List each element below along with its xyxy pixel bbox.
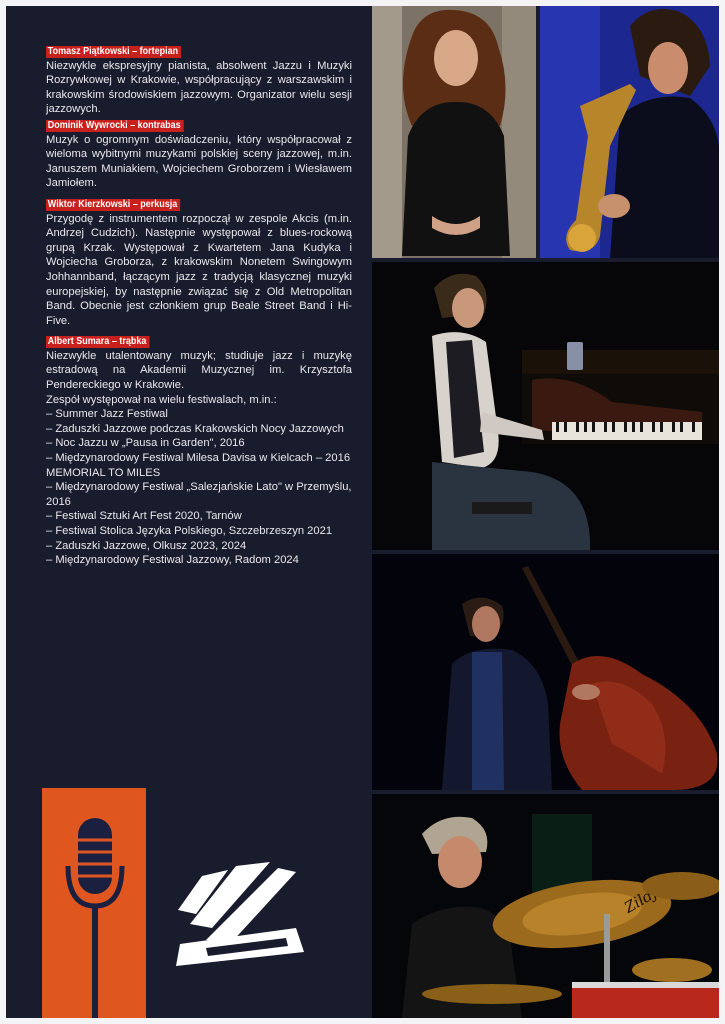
festival-item: – Festiwal Sztuki Art Fest 2020, Tarnów [46, 510, 242, 523]
festival-item: – Summer Jazz Festiwal [46, 408, 168, 421]
bassist-photo [372, 554, 719, 790]
festival-intro: Zespół występował na wielu festiwalach, m.in.: [46, 393, 277, 406]
singer-photo [372, 6, 536, 258]
drummer-photo [372, 794, 719, 1018]
microphone-logo [42, 788, 146, 1018]
saxophonist-photo [540, 6, 719, 258]
musician-name: Tomasz Piątkowski – fortepian [46, 46, 181, 58]
text-column [46, 44, 352, 568]
festival-item: – Festiwal Stolica Języka Polskiego, Szczebrzeszyn 2021 [46, 525, 333, 537]
bio-text: Przygodę z instrumentem rozpoczął w zespole Akcis (m.in. Andrzej Cudzich). Następnie występował z blues-rockową grupą Krzak. Występował z Kwartetem Jana Kudyka i Wojciecha Groborza, z krakowskim Nonetem Swingowym Johhannband, łączącym jazz z tradycją klasycznej muzyki europejskiej, by następnie związać się z Old Metropolitan Band. Obecnie jest członkiem grup Beale Street Band i Hi-Five. [46, 212, 352, 327]
festival-item: – Międzynarodowy Festiwal „Salezjańskie Lato" w Przemyślu, 2016 [46, 481, 352, 508]
bio-text: Muzyk o ogromnym doświadczeniu, który współpracował z wieloma wybitnymi muzykami polskiej sceny jazzowej, m.in. Januszem Muniakiem, Wojciechem Groborzem i Wiesławem Jamiołem. [46, 133, 352, 190]
musician-name: Albert Sumara – trąbka [46, 336, 149, 348]
bio-trumpet [46, 334, 352, 392]
musician-name: Wiktor Kierzkowski – perkusja [46, 199, 180, 211]
festival-list [46, 393, 352, 568]
festival-item: – Międzynarodowy Festiwal Milesa Davisa w Kielcach – 2016 MEMORIAL TO MILES [46, 452, 351, 479]
bio-drums [46, 197, 352, 328]
festival-item: – Noc Jazzu w „Pausa in Garden", 2016 [46, 437, 245, 450]
bio-double-bass [46, 118, 352, 191]
flyer-page [6, 6, 719, 1018]
festival-item: – Zaduszki Jazzowe podczas Krakowskich Nocy Jazzowych [46, 422, 344, 435]
festival-item: – Międzynarodowy Festiwal Jazzowy, Radom 2024 [46, 554, 299, 567]
festival-item: – Zaduszki Jazzowe, Olkusz 2023, 2024 [46, 539, 247, 552]
pianist-photo [372, 262, 719, 550]
band-logo-mark [166, 858, 306, 978]
bio-text: Niezwykle ekspresyjny pianista, absolwent Jazzu i Muzyki Rozrywkowej w Krakowie, współpracujący z warszawskim i krakowskim środowiskiem jazzowym. Organizator wielu sesji jazzowych. [46, 59, 352, 116]
bio-piano [46, 44, 352, 117]
musician-name: Dominik Wywrocki – kontrabas [46, 120, 183, 132]
bio-text: Niezwykle utalentowany muzyk; studiuje jazz i muzykę estradową na Akademii Muzycznej im. Krzysztofa Pendereckiego w Krakowie. [46, 349, 352, 392]
